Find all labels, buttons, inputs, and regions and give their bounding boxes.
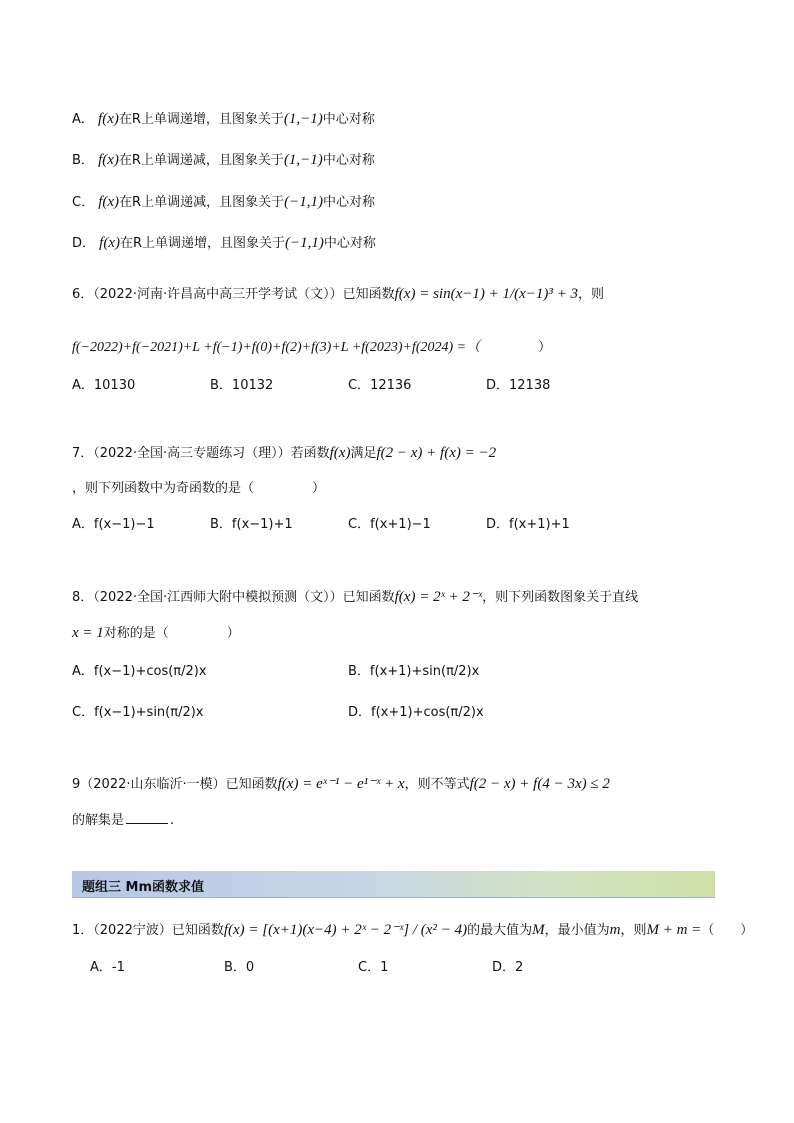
q6-function: f(x) = sin(x−1) + 1/(x−1)³ + 3	[394, 286, 579, 302]
q6-option-a: A．10130	[72, 378, 136, 393]
q1-option-a: A．-1	[90, 960, 125, 975]
q9-inequality: f(2 − x) + f(4 − 3x) ≤ 2	[469, 776, 610, 792]
q8-stem: 8．（2022·全国·江西师大附中模拟预测（文））已知函数f(x) = 2ˣ + 2⁻ˣ，则下列函数图象关于直线	[72, 589, 639, 605]
q6-option-d: D．12138	[486, 378, 551, 393]
q9-line2: 的解集是 .	[72, 813, 175, 828]
q8-function: f(x) = 2ˣ + 2⁻ˣ	[394, 589, 483, 605]
q7-condition: f(2 − x) + f(x) = −2	[376, 445, 497, 461]
q7-option-b: B．f(x−1)+1	[210, 517, 293, 532]
q1-option-b: B．0	[224, 960, 255, 975]
q5-option-c: C． f(x)在R上单调递减，且图象关于(−1,1)中心对称	[72, 194, 375, 210]
q7-line2: ，则下列函数中为奇函数的是（ ）	[72, 481, 326, 496]
q1-stem: 1．（2022宁波）已知函数f(x) = [(x+1)(x−4) + 2ˣ − 2⁻ˣ] / (x² − 4)的最大值为M，最小值为m，则M + m =（ ）	[72, 922, 754, 938]
q9-stem: 9（2022·山东临沂·一模）已知函数f(x) = eˣ⁻¹ − e¹⁻ˣ + x，则不等式f(2 − x) + f(4 − 3x) ≤ 2	[72, 776, 610, 792]
q6-stem: 6．（2022·河南·许昌高中高三开学考试（文））已知函数f(x) = sin(x−1) + 1/(x−1)³ + 3，则	[72, 286, 605, 302]
q8-option-d: D．f(x+1)+cos(π/2)x	[348, 705, 484, 720]
section-header	[72, 871, 715, 898]
section-title: 题组三 Mm函数求值	[82, 880, 205, 895]
q8-line2: x = 1对称的是（ ）	[72, 625, 240, 641]
q1-option-c: C．1	[358, 960, 389, 975]
q8-option-c: C．f(x−1)+sin(π/2)x	[72, 705, 204, 720]
answer-blank	[126, 823, 168, 824]
q7-option-a: A．f(x−1)−1	[72, 517, 155, 532]
q6-expression: f(−2022)+f(−2021)+L +f(−1)+f(0)+f(2)+f(3)+L +f(2023)+f(2024) =（ ）	[72, 340, 552, 355]
q5-option-d: D． f(x)在R上单调递增，且图象关于(−1,1)中心对称	[72, 235, 376, 251]
q5-option-b: B． f(x)在R上单调递减，且图象关于(1,−1)中心对称	[72, 152, 375, 168]
q8-option-a: A．f(x−1)+cos(π/2)x	[72, 664, 207, 679]
q5-option-a: A． f(x)在R上单调递增，且图象关于(1,−1)中心对称	[72, 111, 375, 127]
q6-option-b: B．10132	[210, 378, 274, 393]
q7-stem: 7．（2022·全国·高三专题练习（理））若函数f(x)满足f(2 − x) + f(x) = −2	[72, 445, 497, 461]
q6-option-c: C．12136	[348, 378, 412, 393]
q7-option-c: C．f(x+1)−1	[348, 517, 431, 532]
q7-option-d: D．f(x+1)+1	[486, 517, 570, 532]
q1-option-d: D．2	[492, 960, 524, 975]
q1-function: f(x) = [(x+1)(x−4) + 2ˣ − 2⁻ˣ] / (x² − 4)	[223, 922, 468, 938]
q9-function: f(x) = eˣ⁻¹ − e¹⁻ˣ + x	[277, 776, 405, 792]
q8-option-b: B．f(x+1)+sin(π/2)x	[348, 664, 480, 679]
